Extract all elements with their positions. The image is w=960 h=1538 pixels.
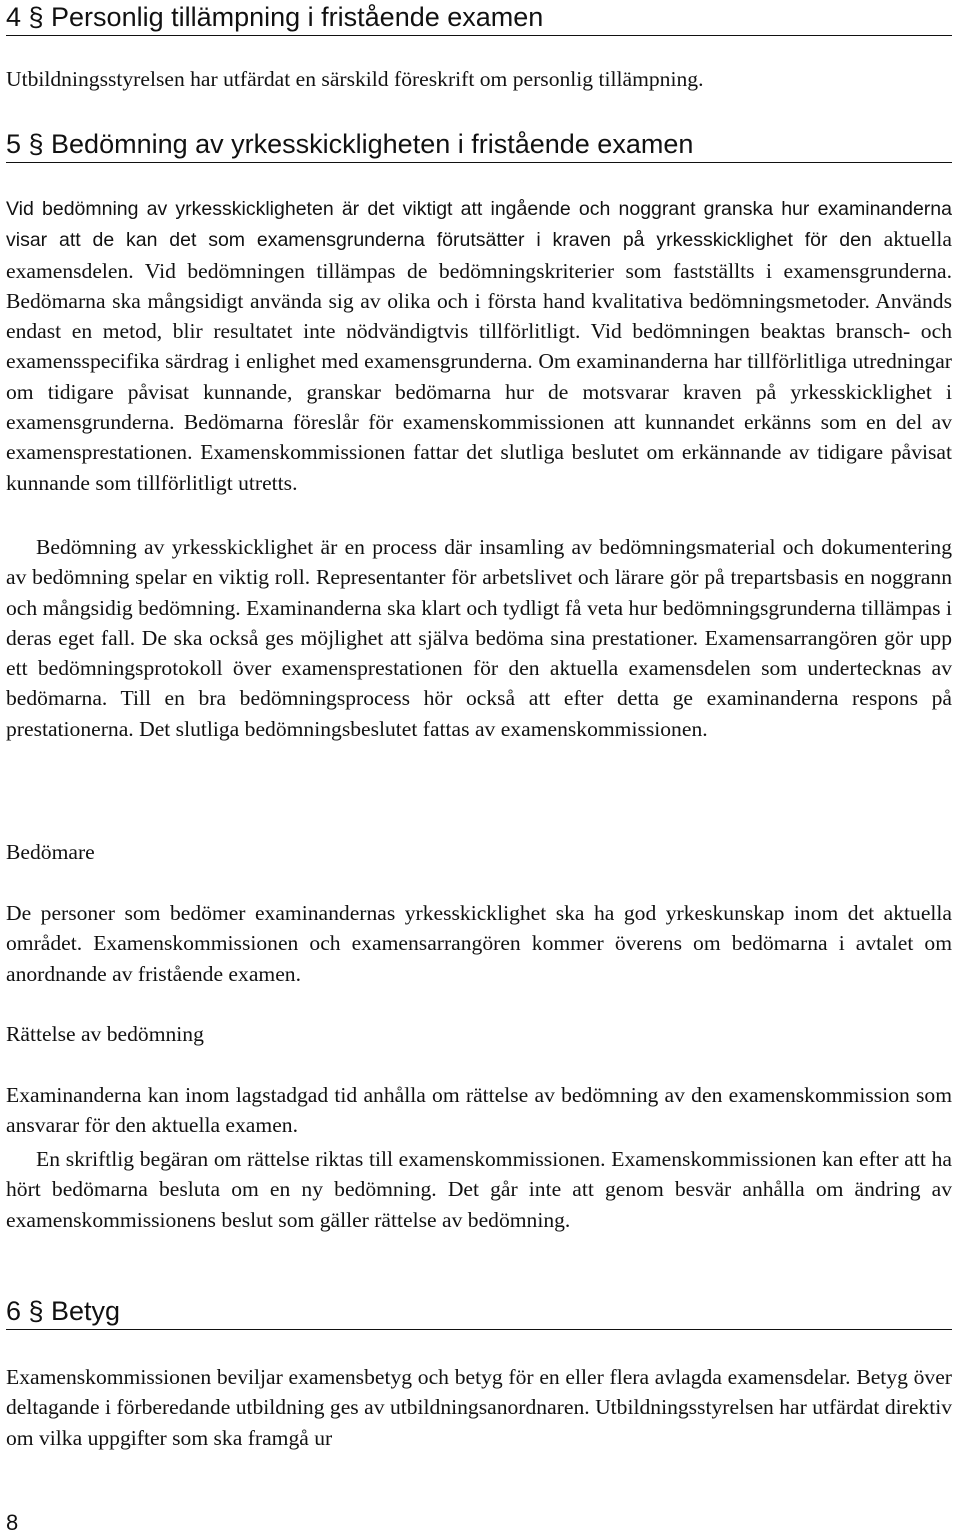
section-5-heading: 5 § Bedömning av yrkesskickligheten i fristående examen <box>6 129 952 163</box>
rattelse-paragraph-2: En skriftlig begäran om rättelse riktas till examenskommissionen. Examenskommissionen kan efter att ha hört bedömarna besluta om en ny bedömning. Det går inte att genom besvär anhålla om ändring av examenskommissionens beslut som gäller rättelse av bedömning. <box>6 1147 952 1232</box>
section-6-heading: 6 § Betyg <box>6 1296 952 1330</box>
section-5-paragraph-1-sans-run: Vid bedömning av yrkesskickligheten är det viktigt att ingående och noggrant granska hur examinanderna visar att de kan det som examensgrunderna förutsätter i kraven på yrkesskicklighet för den <box>6 198 952 252</box>
rattelse-paragraph-1: Examinanderna kan inom lagstadgad tid anhålla om rättelse av bedömning av den examenskommission som ansvarar för den aktuella examen. <box>6 1083 952 1138</box>
section-4-paragraph: Utbildningsstyrelsen har utfärdat en särskild föreskrift om personlig tillämpning. <box>6 67 704 91</box>
subheading-rattelse: Rättelse av bedömning <box>6 1022 204 1046</box>
bedomare-paragraph: De personer som bedömer examinandernas yrkesskicklighet ska ha god yrkeskunskap inom det aktuella området. Examenskommissionen och examensarrangören kommer överens om bedömarna i avtalet om anordnande av fristående examen. <box>6 901 952 986</box>
page-number: 8 <box>6 1510 19 1535</box>
section-4-heading: 4 § Personlig tillämpning i fristående examen <box>6 2 952 36</box>
section-5-paragraph-1 <box>6 193 952 498</box>
section-6-paragraph: Examenskommissionen beviljar examensbetyg och betyg för en eller flera avlagda examensdelar. Betyg över deltagande i förberedande utbildning ges av utbildningsanordnaren. Utbildningsstyrelsen har utfärdat direktiv om vilka uppgifter som ska framgå ur <box>6 1365 952 1450</box>
section-5-paragraph-2: Bedömning av yrkesskicklighet är en process där insamling av bedömningsmaterial och dokumentering av bedömning spelar en viktig roll. Representanter för arbetslivet och lärare gör på trepartsbasis en noggrann och mångsidig bedömning. Examinanderna ska klart och tydligt få veta hur bedömningsgrunderna tillämpas i deras eget fall. De ska också ges möjlighet att själva bedöma sina prestationer. Examensarrangören gör upp ett bedömningsprotokoll över examensprestationen för den aktuella examensdelen som undertecknas av bedömarna. Till en bra bedömningsprocess hör också att efter detta ge examinanderna respons på prestationerna. Det slutliga bedömningsbeslutet fattas av examenskommissionen. <box>6 535 952 741</box>
section-5-paragraph-1-serif-run: aktuella examensdelen. Vid bedömningen tillämpas de bedömningskriterier som fastställts i examensgrunderna. Bedömarna ska mångsidigt använda sig av olika och i första hand kvalitativa bedömningsmetoder. Används endast en metod, blir resultatet inte nödvändigtvis tillförlitligt. Vid bedömningen beaktas bransch- och examensspecifika särdrag i enlighet med examensgrunderna. Om examinanderna har tillförlitliga utredningar om tidigare påvisat kunnande, granskar bedömarna hur de motsvarar kraven på yrkesskicklighet i examensgrunderna. Bedömarna föreslår för examenskommissionen att kunnandet erkänns som en del av examensprestationen. Examenskommissionen fattar det slutliga beslutet om erkännande av tidigare påvisat kunnande som tillförlitligt utretts. <box>6 227 952 495</box>
subheading-bedomare: Bedömare <box>6 840 95 864</box>
